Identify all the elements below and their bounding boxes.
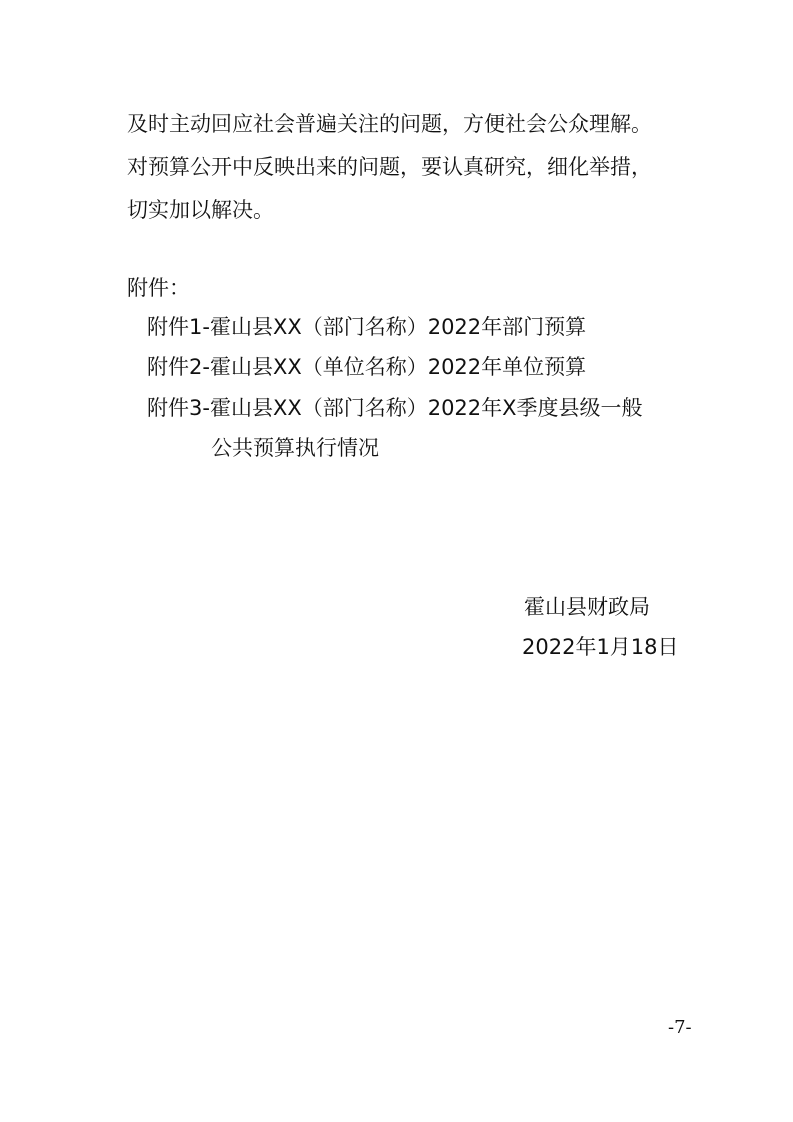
signature-date: 2022年1月18日 [522, 635, 679, 659]
body-line-1: 及时主动回应社会普遍关注的问题，方便社会公众理解。 [127, 112, 652, 136]
attachments-heading: 附件： [127, 276, 190, 300]
page-number: -7- [668, 1017, 692, 1038]
body-line-2: 对预算公开中反映出来的问题，要认真研究，细化举措， [127, 155, 652, 179]
attachment-item-3-continuation: 公共预算执行情况 [211, 436, 379, 460]
attachment-item-1: 附件1-霍山县XX（部门名称）2022年部门预算 [147, 315, 587, 339]
attachment-item-3: 附件3-霍山县XX（部门名称）2022年X季度县级一般 [147, 396, 643, 420]
signature-organization: 霍山县财政局 [524, 595, 650, 619]
body-line-3: 切实加以解决。 [127, 198, 274, 222]
attachment-item-2: 附件2-霍山县XX（单位名称）2022年单位预算 [147, 355, 587, 379]
